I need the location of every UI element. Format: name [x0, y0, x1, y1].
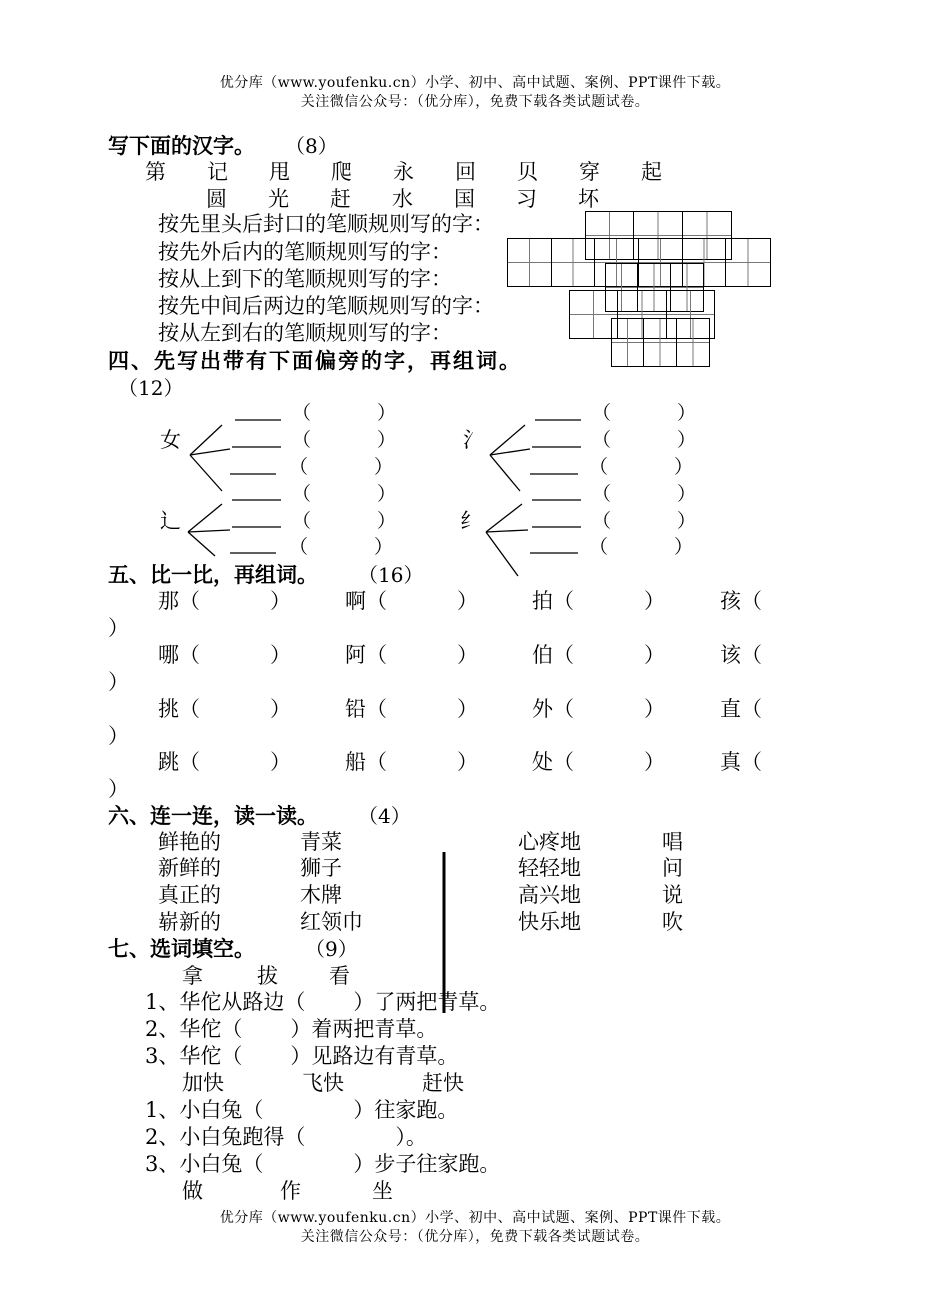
- match-adj-4[interactable]: 崭新的: [158, 910, 221, 934]
- compare-row-2-close: ）: [108, 670, 129, 694]
- compare-row-4: 跳（ ）: [158, 750, 291, 774]
- compare-row-1b: 啊（ ）: [345, 589, 478, 613]
- fill-words-3: 做 作 坐: [182, 1179, 393, 1203]
- compare-row-3-close: ）: [108, 724, 129, 748]
- section-write-chars-title: 写下面的汉字。 （8）: [108, 134, 338, 158]
- radical-paren-r2[interactable]: （ ）: [592, 429, 697, 451]
- radical-paren-l5[interactable]: （ ）: [292, 510, 397, 532]
- match-noun-1[interactable]: 青菜: [300, 830, 342, 854]
- fill-item-1-2: 2、华佗（ ）着两把青草。: [145, 1017, 438, 1041]
- section-radicals-points: （12）: [118, 376, 184, 400]
- fill-item-2-2: 2、小白兔跑得（ ）。: [145, 1125, 427, 1149]
- compare-row-4d: 真（: [720, 750, 762, 774]
- rule-1: 按先里头后封口的笔顺规则写的字：: [158, 212, 494, 236]
- fill-item-2-1: 1、小白兔（ ）往家跑。: [145, 1098, 459, 1122]
- fill-words-2: 加快 飞快 赶快: [182, 1071, 464, 1095]
- footer-line-2: 关注微信公众号：（优分库），免费下载各类试题试卷。: [300, 1229, 650, 1245]
- compare-row-1c: 拍（ ）: [532, 589, 665, 613]
- section-radicals-title: 四、先写出带有下面偏旁的字，再组词。: [108, 349, 522, 373]
- match-noun-4[interactable]: 红领巾: [300, 910, 363, 934]
- match-adj-1[interactable]: 鲜艳的: [158, 830, 221, 854]
- fill-words-1: 拿 拔 看: [182, 964, 350, 988]
- match-adv-2[interactable]: 轻轻地: [518, 856, 581, 880]
- radical-paren-l4[interactable]: （ ）: [292, 483, 397, 505]
- radical-paren-r1[interactable]: （ ）: [592, 402, 697, 424]
- match-verb-4[interactable]: 吹: [662, 910, 683, 934]
- header-line-1: 优分库（www.youfenku.cn）小学、初中、高中试题、案例、PPT课件下载。: [219, 75, 731, 91]
- fill-item-1-3: 3、华佗（ ）见路边有青草。: [145, 1044, 459, 1068]
- fill-item-1-1: 1、华佗从路边（ ）了两把青草。: [145, 990, 501, 1014]
- header-line-2: 关注微信公众号：（优分库），免费下载各类试题试卷。: [300, 94, 650, 110]
- chars-row-1: 第 记 甩 爬 永 回 贝 穿 起: [145, 160, 662, 184]
- compare-row-1-close: ）: [108, 616, 129, 640]
- compare-row-4-close: ）: [108, 777, 129, 801]
- radical-paren-r3[interactable]: （ ）: [589, 456, 694, 478]
- radical-nv: 女: [160, 428, 181, 452]
- radical-paren-l1[interactable]: （ ）: [292, 402, 397, 424]
- radical-paren-l6[interactable]: （ ）: [289, 536, 394, 558]
- match-noun-3[interactable]: 木牌: [300, 883, 342, 907]
- radical-water: 氵: [463, 428, 484, 452]
- compare-row-2c: 伯（ ）: [532, 643, 665, 667]
- radical-walk: 辶: [160, 509, 181, 533]
- match-noun-2[interactable]: 狮子: [300, 856, 342, 880]
- match-adj-3[interactable]: 真正的: [158, 883, 221, 907]
- match-adv-3[interactable]: 高兴地: [518, 883, 581, 907]
- radical-paren-r6[interactable]: （ ）: [589, 536, 694, 558]
- compare-row-3d: 直（: [720, 697, 762, 721]
- match-verb-2[interactable]: 问: [662, 856, 683, 880]
- radical-paren-r4[interactable]: （ ）: [592, 483, 697, 505]
- compare-row-2: 哪（ ）: [158, 643, 291, 667]
- section-match-title: 六、连一连，读一读。 （4）: [108, 804, 411, 828]
- compare-row-2d: 该（: [720, 643, 762, 667]
- match-adj-2[interactable]: 新鲜的: [158, 856, 221, 880]
- rule-5: 按从左到右的笔顺规则写的字：: [158, 321, 452, 345]
- compare-row-3b: 铅（ ）: [345, 697, 478, 721]
- section-fill-title: 七、选词填空。 （9）: [108, 937, 358, 961]
- compare-row-3c: 外（ ）: [532, 697, 665, 721]
- compare-row-2b: 阿（ ）: [345, 643, 478, 667]
- rule-2: 按先外后内的笔顺规则写的字：: [158, 240, 452, 264]
- radical-silk: 纟: [460, 509, 481, 533]
- compare-row-4b: 船（ ）: [345, 750, 478, 774]
- radical-paren-l2[interactable]: （ ）: [292, 429, 397, 451]
- compare-row-4c: 处（ ）: [532, 750, 665, 774]
- match-verb-3[interactable]: 说: [662, 883, 683, 907]
- match-adv-4[interactable]: 快乐地: [518, 910, 581, 934]
- chars-row-2: 圆 光 赶 水 国 习 坏: [206, 187, 599, 211]
- fill-item-2-3: 3、小白兔（ ）步子往家跑。: [145, 1152, 501, 1176]
- compare-row-3: 挑（ ）: [158, 697, 291, 721]
- section-compare-title: 五、比一比，再组词。 （16）: [108, 563, 424, 587]
- rule-4: 按先中间后两边的笔顺规则写的字：: [158, 294, 494, 318]
- rule-3: 按从上到下的笔顺规则写的字：: [158, 267, 452, 291]
- match-verb-1[interactable]: 唱: [662, 830, 683, 854]
- radical-paren-r5[interactable]: （ ）: [592, 510, 697, 532]
- footer-line-1: 优分库（www.youfenku.cn）小学、初中、高中试题、案例、PPT课件下载。: [219, 1210, 731, 1226]
- match-adv-1[interactable]: 心疼地: [518, 830, 581, 854]
- compare-row-1d: 孩（: [720, 589, 762, 613]
- compare-row-1: 那（ ）: [158, 589, 291, 613]
- radical-paren-l3[interactable]: （ ）: [289, 456, 394, 478]
